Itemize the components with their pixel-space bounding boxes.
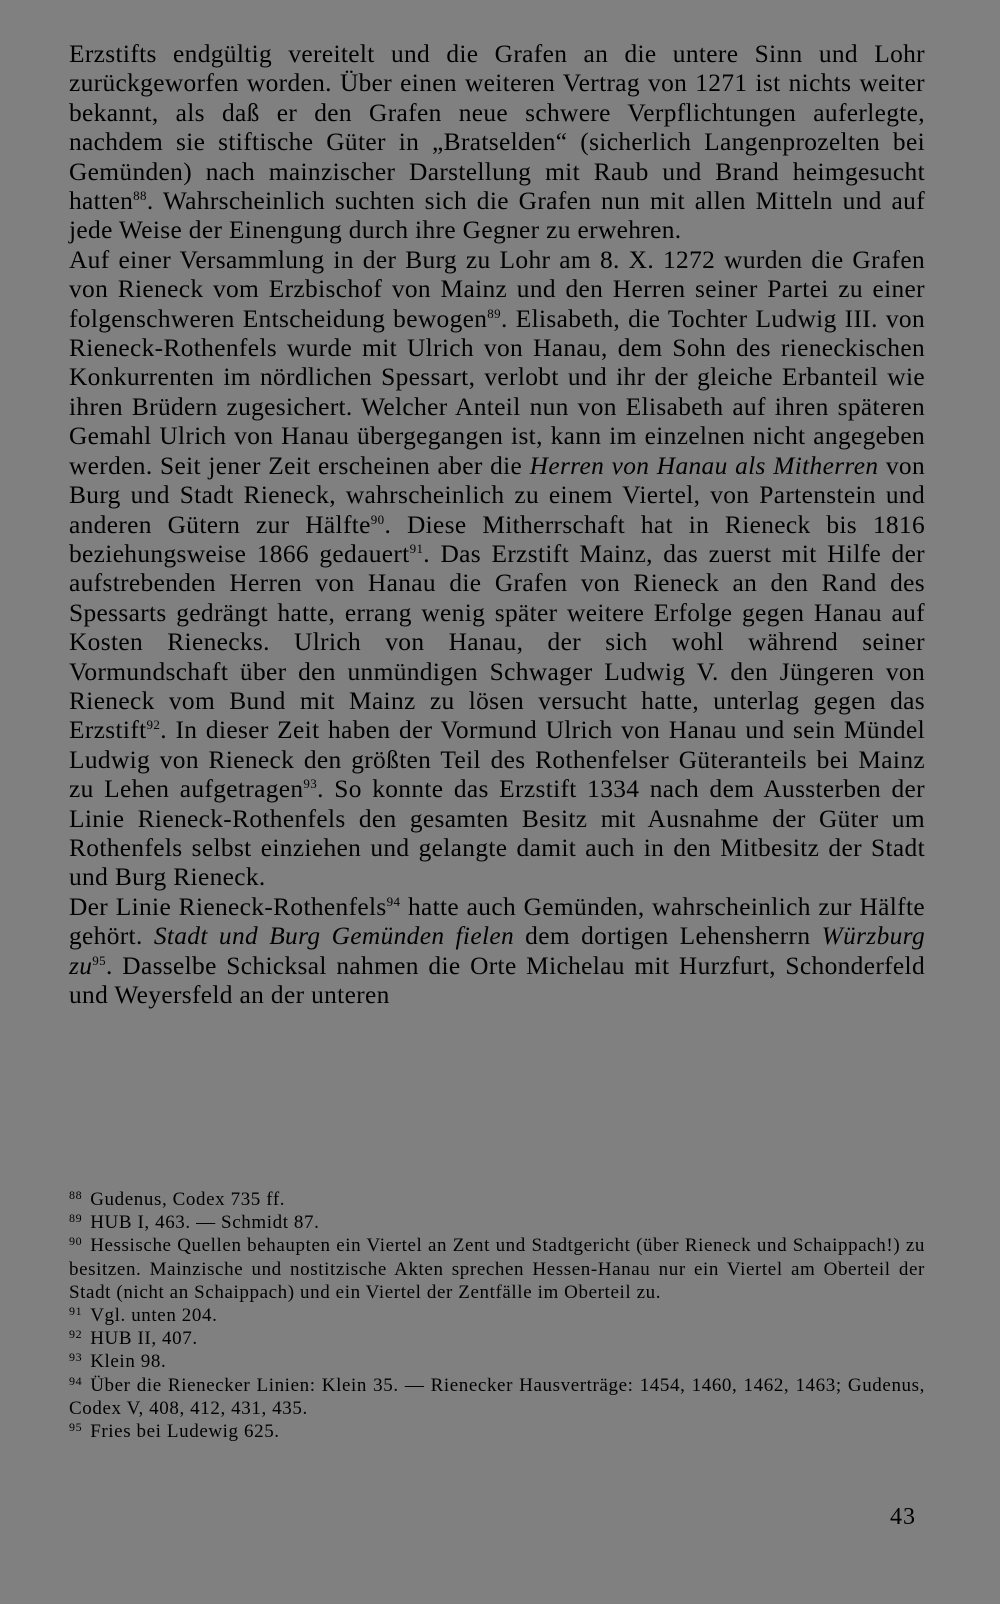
footnote-text: Vgl. unten 204. (90, 1305, 218, 1327)
footnote-number: 89 (69, 1211, 83, 1226)
text-run: Erzstifts endgültig vereitelt und die Grafen an die untere Sinn und Lohr zurückgeworfen worden. Über einen weiteren Vertrag von 1271 ist nichts weiter bekannt, als daß er den Grafen neue schwere Verpflichtungen auferlegte, nachdem sie stiftische Güter in „Bratselden“ (sicherlich Langenprozelten bei Gemünden) nach mainzischer Darstellung mit Raub und Brand heimgesucht hatten (69, 40, 925, 216)
footnote-ref: 90 (370, 511, 385, 527)
text-run: von Burg und Stadt Rieneck, wahrscheinlich zu einem Viertel, von Partenstein und anderen Gütern zur Hälfte (69, 451, 925, 539)
italic-emphasis: Würzburg zu (69, 922, 925, 980)
footnote-ref: 95 (92, 952, 106, 968)
footnote-number: 91 (69, 1304, 83, 1319)
main-text (69, 40, 925, 1010)
footnote-text: Gudenus, Codex 735 ff. (90, 1189, 286, 1210)
text-run: . So konnte das Erzstift 1334 nach dem Aussterben der Linie Rieneck-Rothenfels den gesamten Besitz mit Ausnahme der Güter um Rothenfels selbst einziehen und gelangte damit auch in den Mitbesitz der Stadt und Burg Rieneck. (69, 775, 925, 892)
footnote-text: Über die Rienecker Linien: Klein 35. — Rienecker Hausverträge: 1454, 1460, 1462, 1463; Gudenus, Codex V, 408, 412, 431, 435. (69, 1374, 925, 1419)
footnote (69, 1420, 925, 1443)
footnote-text: Hessische Quellen behaupten ein Viertel an Zent und Stadtgericht (über Rieneck und Schaippach!) zu besitzen. Mainzische und nostitzische Akten sprechen Hessen-Hanau nur ein Viertel am Oberteil der Stadt (nicht an Schaippach) und ein Viertel der Zentfälle im Oberteil zu. (69, 1235, 925, 1303)
footnote-ref: 89 (487, 305, 501, 321)
footnote (69, 1327, 925, 1350)
footnote (69, 1234, 925, 1304)
text-run: Auf einer Versammlung in der Burg zu Lohr am 8. X. 1272 wurden die Grafen von Rieneck vom Erzbischof von Mainz und den Herren seiner Partei zu einer folgenschweren Entscheidung bewogen (69, 245, 925, 333)
footnote-text: Klein 98. (90, 1351, 167, 1373)
footnote-number: 92 (69, 1327, 83, 1342)
italic-emphasis: Stadt und Burg Gemünden fielen (153, 922, 515, 951)
footnotes (69, 1188, 925, 1443)
footnote (69, 1350, 925, 1373)
footnote-text: HUB I, 463. — Schmidt 87. (90, 1212, 320, 1234)
footnote-ref: 92 (146, 717, 161, 733)
page-body (69, 40, 925, 1010)
text-run: . Elisabeth, die Tochter Ludwig III. von Rieneck-Rothenfels wurde mit Ulrich von Hanau, dem Sohn des rieneckischen Konkurrenten im nördlichen Spessart, verlobt und ihr der gleiche Erbanteil wie ihren Brüdern zugesichert. Welcher Anteil nun von Elisabeth auf ihren späteren Gemahl Ulrich von Hanau übergegangen ist, kann im einzelnen nicht angegeben werden. Seit jener Zeit erscheinen aber die (69, 304, 925, 480)
italic-emphasis: Herren von Hanau als Mitherren (529, 451, 879, 480)
paragraph (69, 40, 925, 246)
footnote-ref: 94 (386, 893, 401, 909)
text-run: . In dieser Zeit haben der Vormund Ulrich von Hanau und sein Mündel Ludwig von Rieneck den größten Teil des Rothenfelser Güteranteils bei Mainz zu Lehen aufgetragen (69, 716, 925, 804)
footnote-text: HUB II, 407. (90, 1328, 198, 1350)
paragraph (69, 893, 925, 1011)
page-number: 43 (890, 1504, 916, 1530)
footnote-number: 90 (69, 1234, 83, 1249)
text-run: . Dasselbe Schicksal nahmen die Orte Michelau mit Hurzfurt, Schonderfeld und Weyersfeld an der unteren (69, 951, 925, 1009)
text-run: . Diese Mitherrschaft hat in Rieneck bis 1816 beziehungsweise 1866 gedauert (69, 510, 925, 568)
footnote-number: 93 (69, 1350, 83, 1365)
footnote-number: 95 (69, 1420, 83, 1435)
footnote-number: 94 (69, 1373, 83, 1388)
footnote (69, 1304, 925, 1327)
text-run: . Wahrscheinlich suchten sich die Grafen nun mit allen Mitteln und auf jede Weise der Einengung durch ihre Gegner zu erwehren. (69, 187, 925, 245)
footnote-number: 88 (69, 1188, 83, 1202)
paragraph (69, 246, 925, 893)
text-run: . Das Erzstift Mainz, das zuerst mit Hilfe der aufstrebenden Herren von Hanau die Grafen von Rieneck an den Rand des Spessarts gedrängt hatte, errang wenig später weitere Erfolge gegen Hanau auf Kosten Rienecks. Ulrich von Hanau, der sich wohl während seiner Vormundschaft über den unmündigen Schwager Ludwig V. den Jüngeren von Rieneck vom Bund mit Mainz zu lösen versucht hatte, unterlag gegen das Erzstift (69, 539, 925, 745)
text-run: dem dortigen Lehensherrn (514, 922, 822, 951)
footnote-ref: 88 (133, 188, 147, 204)
footnote-text: Fries bei Ludewig 625. (90, 1421, 280, 1443)
footnote-ref: 93 (303, 776, 318, 792)
text-run: Der Linie Rieneck-Rothenfels (69, 892, 387, 921)
footnote (69, 1188, 925, 1211)
footnote (69, 1374, 925, 1420)
footnote-ref: 91 (409, 540, 424, 556)
text-run: hatte auch Gemünden, wahrscheinlich zur Hälfte gehört. (69, 892, 925, 951)
footnote (69, 1211, 925, 1234)
